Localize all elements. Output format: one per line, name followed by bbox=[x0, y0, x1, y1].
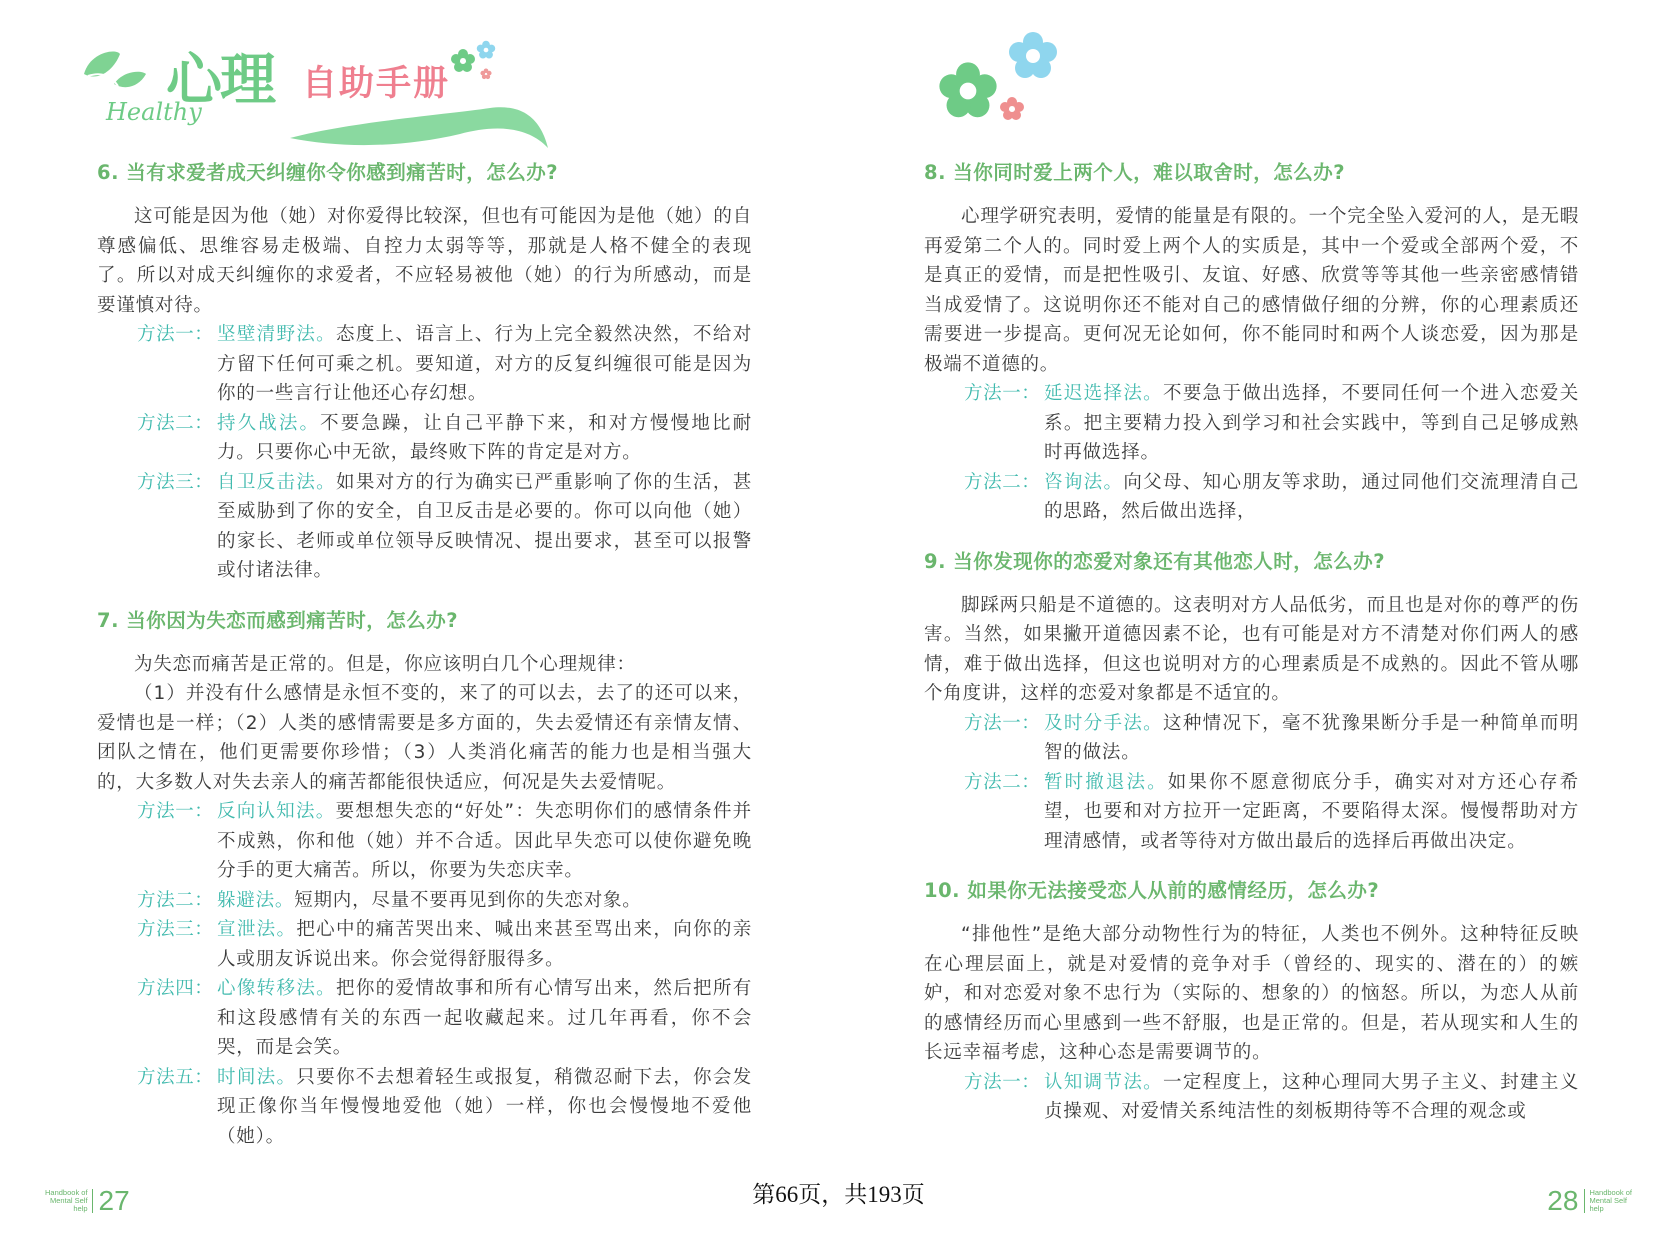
method-name: 躲避法。 bbox=[217, 889, 295, 911]
question-heading: 10. 如果你无法接受恋人从前的感情经历，怎么办? bbox=[924, 879, 1380, 902]
method-label: 方法三： bbox=[137, 919, 214, 940]
method-item bbox=[924, 468, 1579, 527]
method-item bbox=[97, 409, 752, 468]
flower-decoration bbox=[937, 30, 1087, 130]
method-text: 要想想失恋的“好处”：失恋明你们的感情条件并不成熟，你和他（她）并不合适。因此早失恋可以使你避免晚分手的更大痛苦。所以，你要为失恋庆幸。 bbox=[217, 801, 752, 881]
small-flower-icon bbox=[476, 40, 496, 60]
method-text: 如果你不愿意彻底分手，确实对对方还心存希望，也要和对方拉开一定距离，不要陷得太深。慢慢帮助对方理清感情，或者等待对方做出最后的选择后再做出决定。 bbox=[1044, 771, 1579, 852]
method-item bbox=[97, 320, 752, 409]
paragraph: 心理学研究表明，爱情的能量是有限的。一个完全坠入爱河的人，是无暇再爱第二个人的。同时爱上两个人的实质是，其中一个爱或全部两个爱，不是真正的爱情，而是把性吸引、友谊、好感、欣赏等等其他一些亲密感情错当成爱情了。这说明你还不能对自己的感情做仔细的分辨，你的心理素质还需要进一步提高。更何况无论如何，你不能同时和两个人谈恋爱，因为那是极端不道德的。 bbox=[924, 206, 1579, 375]
method-item bbox=[924, 1068, 1579, 1127]
left-column bbox=[97, 158, 752, 1151]
footer-handbook-label: Handbook of Mental Self help bbox=[1584, 1189, 1632, 1213]
page-number: 27 bbox=[98, 1185, 130, 1216]
method-item bbox=[924, 379, 1579, 468]
method-name: 时间法。 bbox=[217, 1066, 297, 1088]
method-name: 持久战法。 bbox=[217, 412, 321, 434]
method-text: 只要你不去想着轻生或报复，稍微忍耐下去，你会发现正像你当年慢慢地爱他（她）一样，你也会慢慢地不爱他（她）。 bbox=[217, 1066, 752, 1147]
method-text: 态度上、语言上、行为上完全毅然决然，不给对方留下任何可乘之机。要知道，对方的反复纠缠很可能是因为你的一些言行让他还心存幻想。 bbox=[217, 324, 752, 404]
question-heading: 8. 当你同时爱上两个人，难以取舍时，怎么办? bbox=[924, 161, 1346, 184]
right-column bbox=[924, 158, 1579, 1127]
method-name: 反向认知法。 bbox=[217, 801, 336, 822]
method-label: 方法三： bbox=[137, 471, 214, 493]
method-name: 自卫反击法。 bbox=[217, 471, 337, 493]
method-text: 把心中的痛苦哭出来、喊出来甚至骂出来，向你的亲人或朋友诉说出来。你会觉得舒服得多。 bbox=[217, 919, 752, 970]
method-text: 不要急于做出选择，不要同任何一个进入恋爱关系。把主要精力投入到学习和社会实践中，等到自己足够成熟时再做选择。 bbox=[1044, 383, 1579, 463]
method-name: 延迟选择法。 bbox=[1044, 383, 1164, 404]
method-text: 短期内，尽量不要再见到你的失恋对象。 bbox=[294, 889, 642, 911]
method-name: 坚壁清野法。 bbox=[217, 324, 337, 345]
question-heading: 7. 当你因为失恋而感到痛苦时，怎么办? bbox=[97, 608, 459, 632]
method-item bbox=[97, 974, 752, 1063]
method-text: 不要急躁，让自己平静下来，和对方慢慢地比耐力。只要你心中无欲，最终败下阵的肯定是对方。 bbox=[217, 412, 752, 463]
small-flower-icon bbox=[480, 68, 492, 80]
method-name: 心像转移法。 bbox=[217, 978, 337, 999]
method-label: 方法四： bbox=[137, 978, 214, 999]
method-label: 方法一： bbox=[964, 712, 1041, 734]
method-label: 方法二： bbox=[137, 412, 214, 434]
paragraph: （1）并没有什么感情是永恒不变的，来了的可以去，去了的还可以来，爱情也是一样；（2）人类的感情需要是多方面的，失去爱情还有亲情友情、团队之情在，他们更需要你珍惜；（3）人类消化痛苦的能力也是相当强大的，大多数人对失去亲人的痛苦都能很快适应，何况是失去爱情呢。 bbox=[97, 683, 752, 793]
method-label: 方法二： bbox=[137, 889, 214, 911]
handbook-logo bbox=[80, 36, 560, 136]
method-name: 宣泄法。 bbox=[217, 919, 297, 940]
logo-sub-text: 自助手册 bbox=[302, 64, 451, 104]
logo-big-text: 心理 bbox=[166, 48, 274, 113]
method-label: 方法二： bbox=[964, 471, 1041, 493]
method-label: 方法二： bbox=[964, 771, 1041, 793]
paragraph: 这可能是因为他（她）对你爱得比较深，但也有可能因为是他（她）的自尊感偏低、思维容易走极端、自控力太弱等等，那就是人格不健全的表现了。所以对成天纠缠你的求爱者，不应轻易被他（她）的行为所感动，而是要谨慎对待。 bbox=[97, 206, 752, 316]
method-item bbox=[97, 1063, 752, 1152]
method-text: 把你的爱情故事和所有心情写出来，然后把所有和这段感情有关的东西一起收藏起来。过几年再看，你不会哭，而是会笑。 bbox=[217, 978, 752, 1058]
green-flower-icon bbox=[937, 60, 999, 122]
method-text: 如果对方的行为确实已严重影响了你的生活，甚至威胁到了你的安全，自卫反击是必要的。你可以向他（她）的家长、老师或单位领导反映情况、提出要求，甚至可以报警或付诸法律。 bbox=[217, 471, 752, 581]
right-page bbox=[839, 0, 1677, 1240]
paragraph: “排他性”是绝大部分动物性行为的特征，人类也不例外。这种特征反映在心理层面上，就是对爱情的竞争对手（曾经的、现实的、潜在的）的嫉妒，和对恋爱对象不忠行为（实际的、想象的）的恼怒。所以，为恋人从前的感情经历而心里感到一些不舒服，也是正常的。但是，若从现实和人生的长远幸福考虑，这种心态是需要调节的。 bbox=[924, 924, 1579, 1063]
swoosh-decoration bbox=[290, 94, 550, 154]
method-text: 这种情况下，毫不犹豫果断分手是一种简单而明智的做法。 bbox=[1044, 712, 1579, 763]
logo-script-text: Healthy bbox=[106, 98, 202, 126]
method-text: 一定程度上，这种心理同大男子主义、封建主义贞操观、对爱情关系纯洁性的刻板期待等不合理的观念或 bbox=[1044, 1071, 1579, 1122]
method-item bbox=[97, 915, 752, 974]
left-page bbox=[0, 0, 838, 1240]
method-name: 咨询法。 bbox=[1044, 471, 1124, 493]
blue-flower-icon bbox=[1007, 30, 1059, 82]
footer-handbook-label: Handbook of Mental Self help bbox=[45, 1189, 93, 1213]
method-name: 及时分手法。 bbox=[1044, 712, 1164, 734]
method-label: 方法一： bbox=[964, 383, 1041, 404]
method-text: 向父母、知心朋友等求助，通过同他们交流理清自己的思路，然后做出选择， bbox=[1044, 471, 1579, 522]
method-label: 方法一： bbox=[137, 324, 214, 345]
small-flower-icon bbox=[450, 48, 476, 74]
method-name: 认知调节法。 bbox=[1044, 1071, 1164, 1093]
question-heading: 6. 当有求爱者成天纠缠你令你感到痛苦时，怎么办? bbox=[97, 161, 559, 184]
pink-flower-icon bbox=[999, 96, 1025, 122]
leaf-icon bbox=[80, 44, 150, 104]
page-number: 28 bbox=[1547, 1185, 1579, 1216]
question-heading: 9. 当你发现你的恋爱对象还有其他恋人时，怎么办? bbox=[924, 549, 1386, 573]
method-label: 方法一： bbox=[964, 1071, 1041, 1093]
method-item bbox=[97, 797, 752, 886]
method-item bbox=[924, 709, 1579, 768]
method-item bbox=[97, 886, 752, 916]
method-item bbox=[97, 468, 752, 586]
paragraph: 为失恋而痛苦是正常的。但是，你应该明白几个心理规律： bbox=[134, 653, 636, 675]
method-name: 暂时撤退法。 bbox=[1044, 771, 1168, 793]
method-item bbox=[924, 768, 1579, 857]
document-page-counter: 第66页，共193页 bbox=[752, 1182, 925, 1207]
paragraph: 脚踩两只船是不道德的。这表明对方人品低劣，而且也是对你的尊严的伤害。当然，如果撇开道德因素不论，也有可能是对方不清楚对你们两人的感情，难于做出选择，但这也说明对方的心理素质是不成熟的。因此不管从哪个角度讲，这样的恋爱对象都是不适宜的。 bbox=[924, 594, 1579, 704]
method-label: 方法一： bbox=[137, 801, 214, 822]
method-label: 方法五： bbox=[137, 1066, 214, 1088]
